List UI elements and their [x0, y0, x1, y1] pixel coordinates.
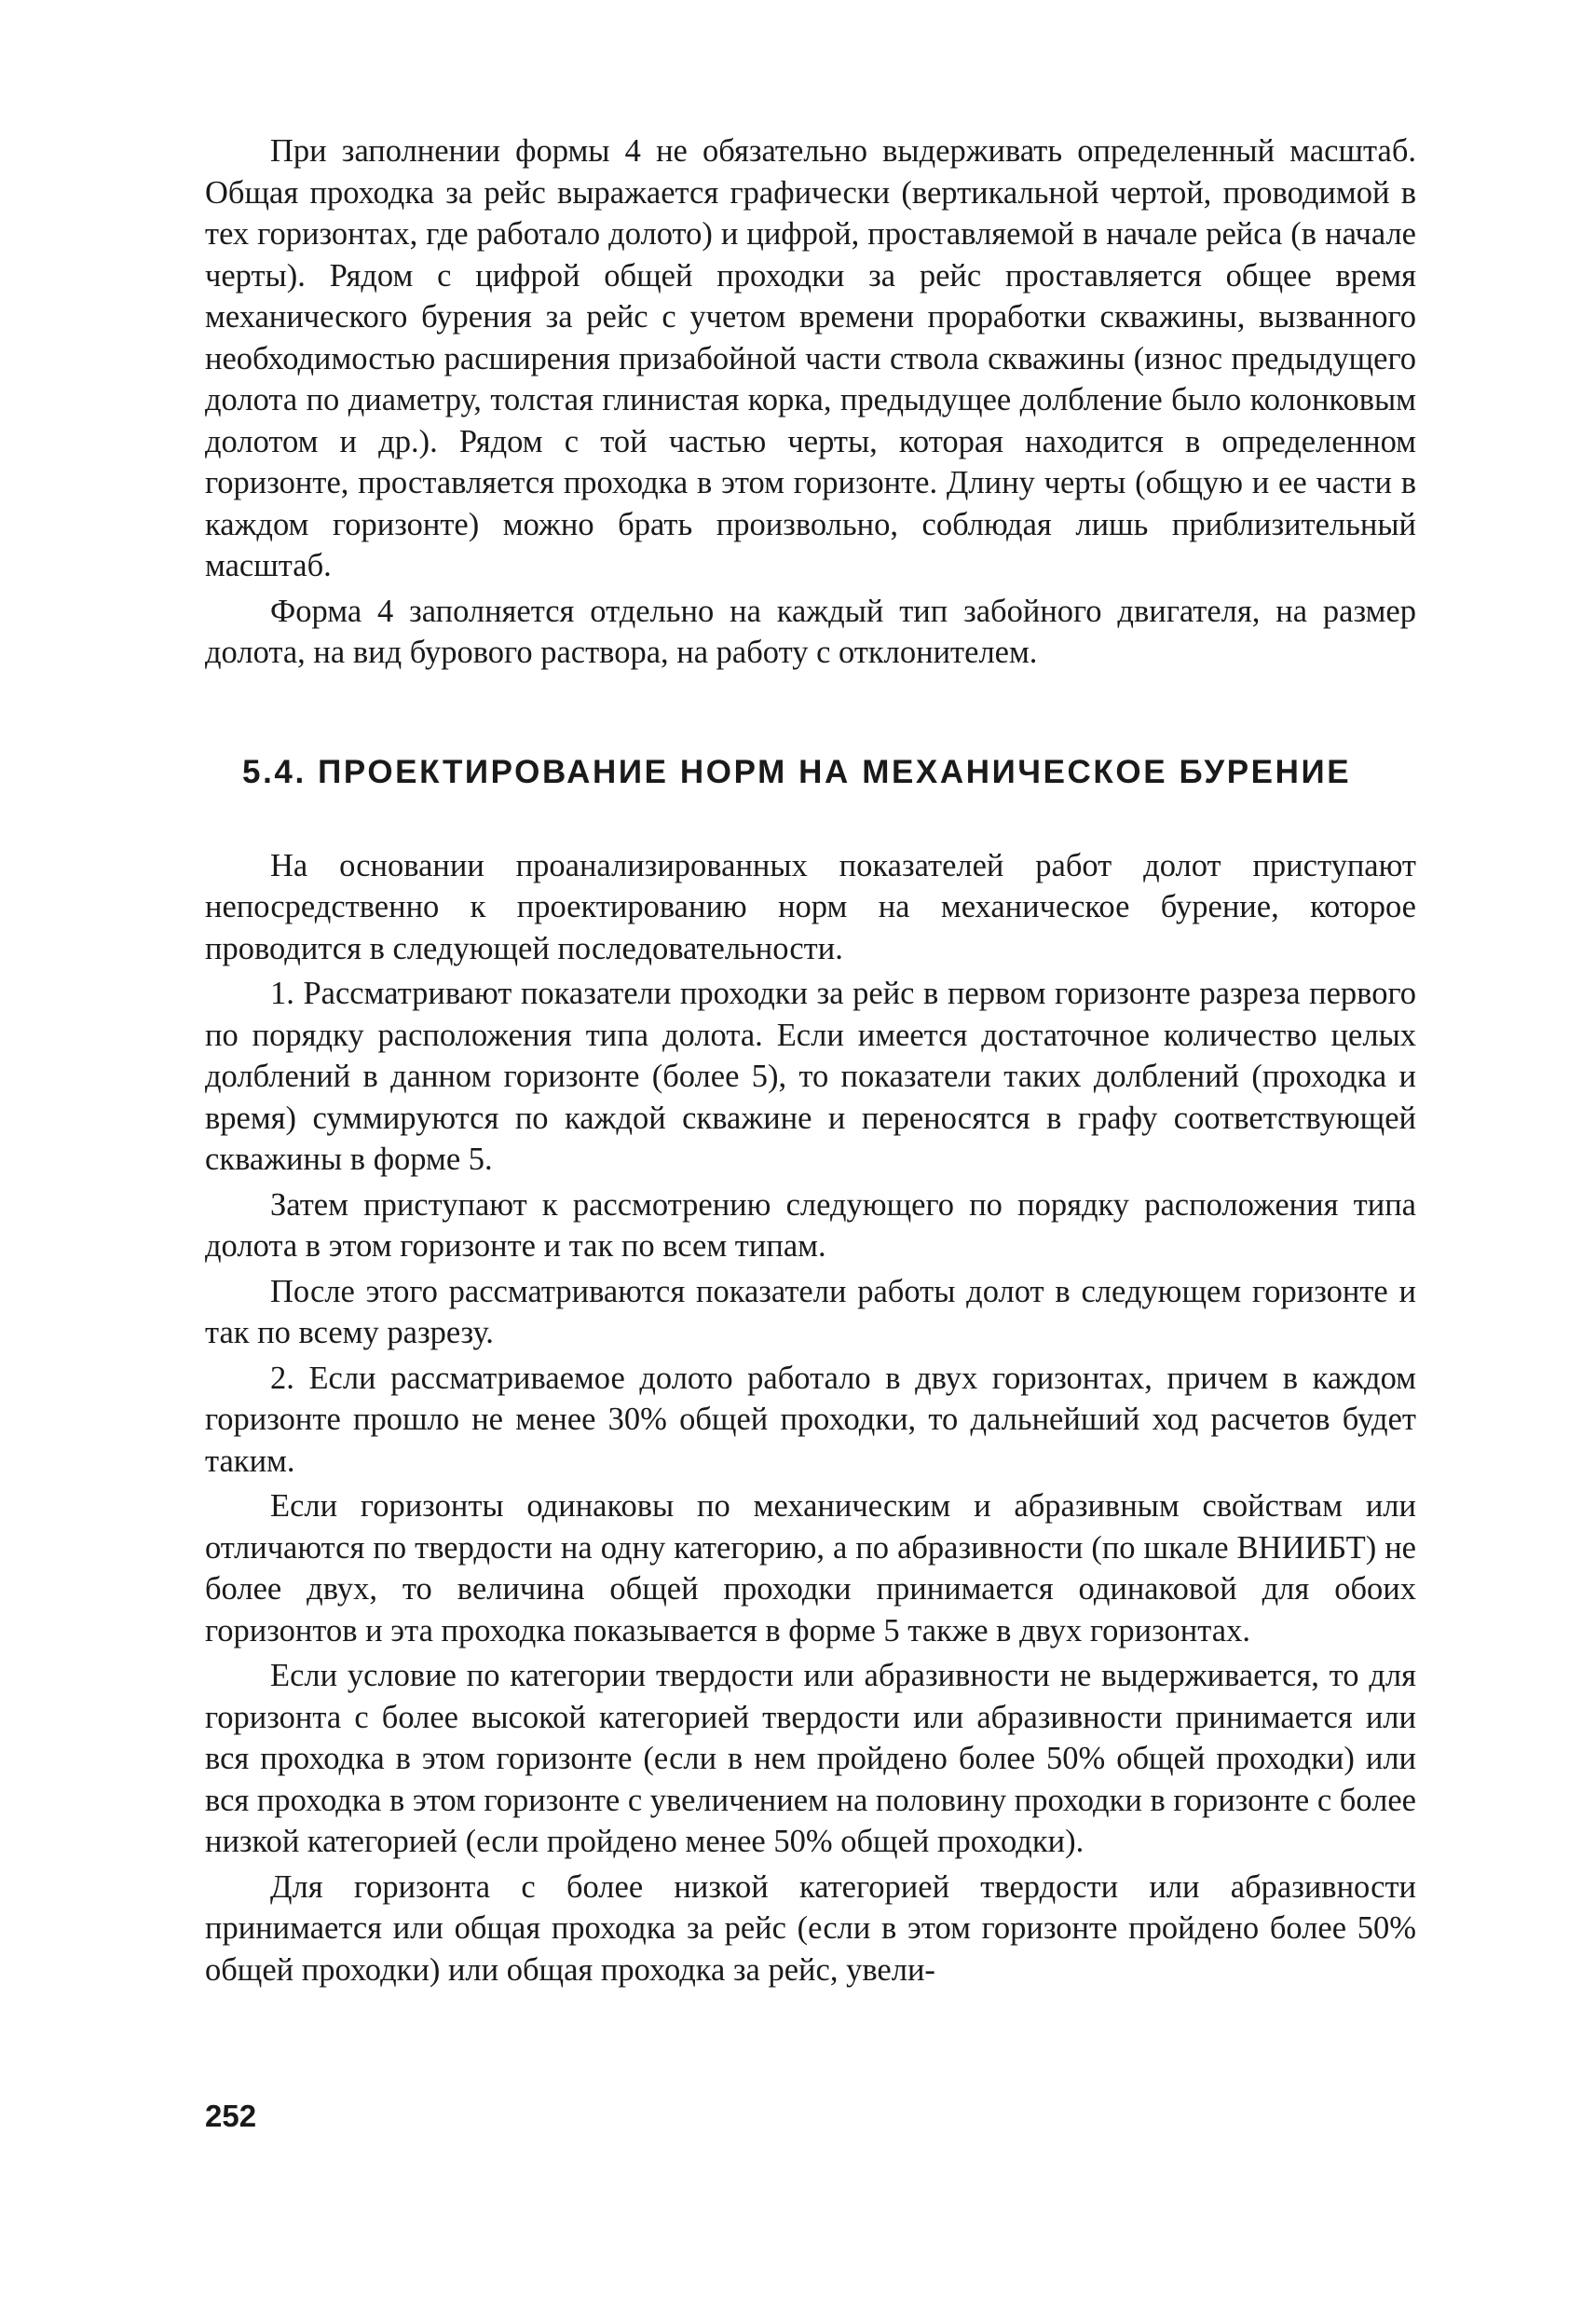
paragraph-form4-fill: Форма 4 заполняется отдельно на каждый тип забойного двигателя, на размер долота, на вид бурового раствора, на работу с отклонителем.: [205, 593, 1416, 670]
page-body: [205, 130, 1416, 1994]
section-heading: 5.4. ПРОЕКТИРОВАНИЕ НОРМ НА МЕХАНИЧЕСКОЕ БУРЕНИЕ: [242, 753, 1352, 790]
paragraph-form4-scale: При заполнении формы 4 не обязательно выдерживать определенный масштаб. Общая проходка за рейс выражается графически (вертикальной чертой, проводимой в тех горизонтах, где работало долото) и цифрой, проставляемой в начале рейса (в начале черты). Рядом с цифрой общей проходки за рейс проставляется общее время механического бурения за рейс с учетом времени проработки скважины, вызванного необходимостью расширения призабойной части ствола скважины (износ предыдущего долота по диаметру, толстая глинистая корка, предыдущее долбление было колонковым долотом и др.). Рядом с той частью черты, которая находится в определенном горизонте, проставляется проходка в этом горизонте. Длину черты (общую и ее части в каждом горизонте) можно брать произвольно, соблюдая лишь приблизительный масштаб.: [205, 133, 1416, 583]
paragraph-condition-not-met: Если условие по категории твердости или абразивности не выдерживается, то для горизонта с более высокой категорией твердости или абразивности принимается или вся проходка в этом горизонте (если в нем пройдено более 50% общей проходки) или вся проходка в этом горизонте с увеличением на половину проходки в горизонте с более низкой категорией (если пройдено менее 50% общей проходки).: [205, 1658, 1416, 1859]
paragraph-next-type: Затем приступают к рассмотрению следующего по порядку расположения типа долота в этом горизонте и так по всем типам.: [205, 1186, 1416, 1264]
paragraph-step-1: 1. Рассматривают показатели проходки за рейс в первом горизонте разреза первого по порядку расположения типа долота. Если имеется достаточное количество целых долблений в данном горизонте (более 5), то показатели таких долблений (проходка и время) суммируются по каждой скважине и переносятся в графу соответствующей скважины в форме 5.: [205, 976, 1416, 1177]
paragraph-step-2: 2. Если рассматриваемое долото работало в двух горизонтах, причем в каждом горизонте прошло не менее 30% общей проходки, то дальнейший ход расчетов будет таким.: [205, 1360, 1416, 1479]
paragraph-intro: На основании проанализированных показателей работ долот приступают непосредственно к проектированию норм на механическое бурение, которое проводится в следующей последовательности.: [205, 847, 1416, 966]
paragraph-same-horizons: Если горизонты одинаковы по механическим и абразивным свойствам или отличаются по твердости на одну категорию, а по абразивности (по шкале ВНИИБТ) не более двух, то величина общей проходки принимается одинаковой для обоих горизонтов и эта проходка показывается в форме 5 также в двух горизонтах.: [205, 1488, 1416, 1648]
paragraph-next-horizon: После этого рассматриваются показатели работы долот в следующем горизонте и так по всему разрезу.: [205, 1273, 1416, 1350]
page-number: 252: [205, 2099, 257, 2133]
paragraph-lower-category: Для горизонта с более низкой категорией твердости или абразивности принимается или общая проходка за рейс (если в этом горизонте пройдено более 50% общей проходки) или общая проходка за рейс, увели-: [205, 1868, 1416, 1988]
